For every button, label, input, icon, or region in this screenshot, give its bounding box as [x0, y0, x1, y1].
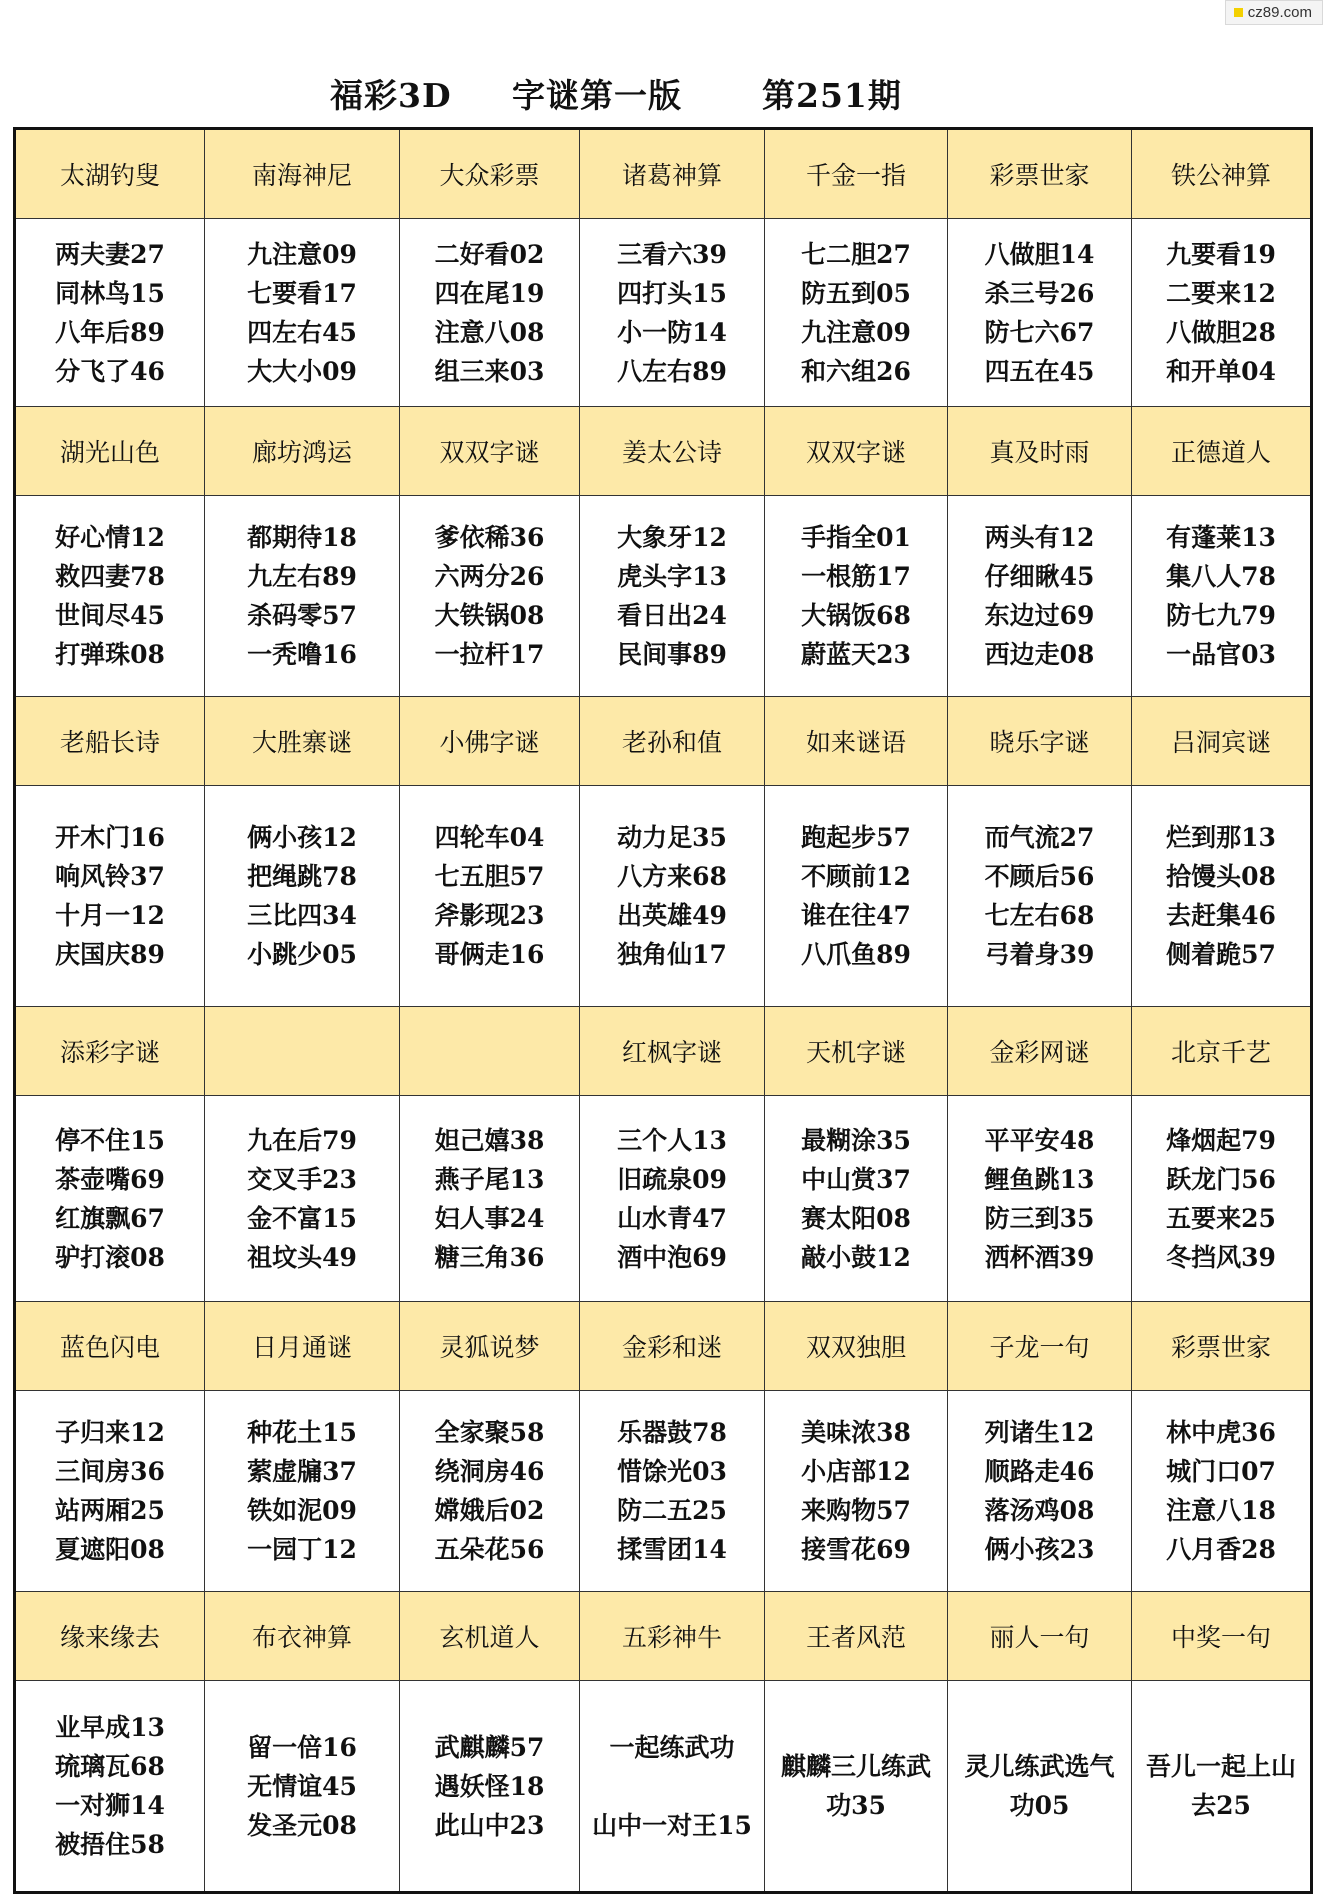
riddle-line: 九要看19 [1166, 239, 1276, 269]
riddle-line: 夏遮阳08 [55, 1535, 165, 1564]
column-header-cell: 老船长诗 [15, 697, 205, 786]
riddle-line: 三间房36 [55, 1457, 165, 1486]
riddle-line: 去赶集46 [1166, 901, 1276, 930]
header-row [15, 407, 1312, 496]
riddle-line: 防七六67 [984, 317, 1095, 347]
riddle-line: 四在尾19 [434, 278, 545, 308]
riddle-line: 山中一对王15 [592, 1810, 752, 1840]
riddle-line: 旧疏泉09 [617, 1164, 727, 1194]
column-header-cell: 双双字谜 [400, 407, 580, 496]
riddle-line: 不顾后56 [984, 862, 1095, 891]
riddle-cell [400, 1681, 580, 1893]
header-row [15, 129, 1312, 219]
header-row [15, 697, 1312, 786]
riddle-line: 八左右89 [617, 356, 727, 386]
column-header-cell: 缘来缘去 [15, 1592, 205, 1681]
riddle-line: 救四妻78 [55, 562, 165, 591]
riddle-line: 去25 [1191, 1791, 1251, 1820]
riddle-line: 七二胆27 [801, 239, 911, 269]
riddle-line: 来购物57 [801, 1496, 911, 1525]
riddle-line: 此山中23 [434, 1810, 545, 1840]
riddle-cell [948, 1681, 1132, 1893]
riddle-line: 注意八18 [1166, 1496, 1276, 1525]
riddle-line: 和六组26 [801, 356, 911, 386]
riddle-line: 动力足35 [617, 823, 727, 852]
riddle-line: 七要看17 [247, 278, 357, 308]
riddle-line: 一对狮14 [55, 1791, 165, 1820]
riddle-line: 灵儿练武选气 [964, 1752, 1115, 1781]
riddle-line: 赛太阳08 [801, 1203, 911, 1233]
riddle-line: 小跳少05 [247, 940, 357, 969]
riddle-line: 把绳跳78 [247, 862, 357, 891]
riddle-line: 燕子尾13 [434, 1164, 545, 1194]
riddle-line: 防五到05 [801, 278, 911, 308]
riddle-line: 八年后89 [55, 317, 165, 347]
riddle-cell [205, 786, 400, 1007]
riddle-line: 五要来25 [1166, 1203, 1276, 1233]
riddle-cell [205, 1391, 400, 1592]
riddle-line: 斧影现23 [434, 901, 545, 930]
title-lottery-name: 福彩3D [330, 76, 452, 115]
riddle-line: 林中虎36 [1166, 1418, 1276, 1447]
column-header-cell: 千金一指 [765, 129, 948, 219]
column-header-cell: 金彩网谜 [948, 1007, 1132, 1096]
riddle-line: 妇人事24 [434, 1203, 545, 1233]
riddle-line: 不顾前12 [801, 862, 911, 891]
riddle-line: 顺路走46 [984, 1457, 1095, 1486]
riddle-line: 最糊涂35 [801, 1125, 911, 1155]
riddle-line: 防二五25 [617, 1496, 727, 1525]
column-header-cell: 南海神尼 [205, 129, 400, 219]
riddle-line: 杀三号26 [984, 278, 1095, 308]
riddle-line: 蔚蓝天23 [801, 640, 911, 669]
column-header-cell: 彩票世家 [1132, 1302, 1312, 1391]
riddle-cell [1132, 1681, 1312, 1893]
riddle-line: 发圣元08 [247, 1810, 357, 1840]
riddle-line: 注意八08 [434, 317, 545, 347]
riddle-line: 麒麟三儿练武 [780, 1752, 931, 1781]
riddle-line [580, 1767, 764, 1806]
riddle-line: 糖三角36 [434, 1242, 545, 1272]
site-watermark [1225, 0, 1323, 25]
riddle-line: 俩小孩23 [984, 1535, 1095, 1564]
header-row [15, 1007, 1312, 1096]
riddle-line: 子归来12 [55, 1418, 165, 1447]
riddle-line: 弓着身39 [984, 940, 1095, 969]
riddle-cell [948, 219, 1132, 407]
riddle-line: 防七九79 [1166, 601, 1276, 630]
column-header-cell: 湖光山色 [15, 407, 205, 496]
riddle-cell [15, 1096, 205, 1302]
column-header-cell [400, 1007, 580, 1096]
riddle-line: 中山赏37 [801, 1164, 911, 1194]
riddle-line: 同林鸟15 [55, 278, 165, 308]
riddle-line: 美味浓38 [801, 1418, 911, 1447]
riddle-line: 八月香28 [1166, 1535, 1276, 1564]
riddle-line: 好心情12 [55, 523, 165, 552]
riddle-row [15, 1391, 1312, 1592]
riddle-line: 吾儿一起上山 [1145, 1752, 1296, 1781]
riddle-line: 一拉杆17 [434, 640, 545, 669]
riddle-cell [580, 786, 765, 1007]
riddle-line: 祖坟头49 [247, 1242, 357, 1272]
riddle-line: 四打头15 [617, 278, 727, 308]
riddle-line: 爹依稀36 [434, 523, 545, 552]
riddle-line: 驴打滚08 [55, 1242, 165, 1272]
riddle-cell [1132, 219, 1312, 407]
riddle-line: 红旗飘67 [55, 1203, 165, 1233]
riddle-line: 琉璃瓦68 [55, 1752, 165, 1781]
riddle-line: 城门口07 [1166, 1457, 1276, 1486]
riddle-line: 八爪鱼89 [801, 940, 911, 969]
riddle-line: 谁在往47 [801, 901, 911, 930]
riddle-cell [948, 496, 1132, 697]
title-edition: 字谜第一版 [512, 76, 682, 115]
riddle-line: 八方来68 [617, 862, 727, 891]
riddle-line: 二好看02 [434, 239, 545, 269]
riddle-cell [1132, 496, 1312, 697]
riddle-line: 集八人78 [1166, 562, 1276, 591]
column-header-cell [205, 1007, 400, 1096]
header-row [15, 1592, 1312, 1681]
riddle-line: 而气流27 [984, 823, 1095, 852]
column-header-cell: 双双字谜 [765, 407, 948, 496]
riddle-line: 嫦娥后02 [434, 1496, 545, 1525]
title-issue-number: 第251期 [762, 76, 902, 115]
column-header-cell: 如来谜语 [765, 697, 948, 786]
riddle-line: 分飞了46 [55, 356, 165, 386]
column-header-cell: 天机字谜 [765, 1007, 948, 1096]
riddle-line: 四五在45 [984, 356, 1095, 386]
riddle-row [15, 496, 1312, 697]
riddle-line: 四左右45 [247, 317, 357, 347]
riddle-line: 妲己嬉38 [434, 1125, 545, 1155]
riddle-line: 看日出24 [617, 601, 727, 630]
column-header-cell: 真及时雨 [948, 407, 1132, 496]
riddle-line: 都期待18 [247, 523, 357, 552]
riddle-cell [15, 219, 205, 407]
riddle-line: 敲小鼓12 [801, 1242, 911, 1272]
riddle-line: 功35 [826, 1791, 886, 1820]
riddle-line: 功05 [1009, 1791, 1070, 1820]
riddle-line: 一秃噜16 [247, 640, 357, 669]
riddle-line: 小一防14 [617, 317, 727, 347]
column-header-cell: 廊坊鸿运 [205, 407, 400, 496]
riddle-line: 小店部12 [801, 1457, 911, 1486]
riddle-line: 酒中泡69 [617, 1242, 727, 1272]
riddle-line: 五朵花56 [434, 1535, 545, 1564]
riddle-cell [765, 1096, 948, 1302]
riddle-line: 九注意09 [801, 317, 911, 347]
riddle-line: 十月一12 [55, 901, 165, 930]
riddle-line: 出英雄49 [617, 901, 727, 930]
riddle-line: 接雪花69 [801, 1535, 911, 1564]
riddle-line: 跑起步57 [801, 823, 911, 852]
riddle-line: 三比四34 [247, 901, 357, 930]
riddle-line: 绕洞房46 [434, 1457, 545, 1486]
riddle-line: 惜馀光03 [617, 1457, 727, 1486]
riddle-line: 鲤鱼跳13 [984, 1164, 1095, 1194]
riddle-cell [765, 1391, 948, 1592]
riddle-line: 山水青47 [617, 1203, 727, 1233]
riddle-cell [400, 1391, 580, 1592]
column-header-cell: 太湖钓叟 [15, 129, 205, 219]
riddle-cell [400, 786, 580, 1007]
riddle-line: 东边过69 [984, 601, 1095, 630]
riddle-cell [1132, 1096, 1312, 1302]
riddle-line: 业早成13 [55, 1713, 165, 1742]
riddle-line: 俩小孩12 [247, 823, 357, 852]
riddle-cell [765, 1681, 948, 1893]
riddle-cell [580, 496, 765, 697]
riddle-line: 杀码零57 [247, 601, 357, 630]
riddle-cell [580, 219, 765, 407]
riddle-cell [765, 219, 948, 407]
riddle-line: 虎头字13 [617, 562, 727, 591]
riddle-cell [948, 786, 1132, 1007]
riddle-cell [948, 1391, 1132, 1592]
column-header-cell: 正德道人 [1132, 407, 1312, 496]
riddle-line: 七五胆57 [434, 862, 545, 891]
riddle-line: 武麒麟57 [434, 1732, 545, 1762]
watermark-text: cz89.com [1247, 4, 1312, 21]
riddle-line: 响风铃37 [55, 862, 165, 891]
riddle-line: 洒杯酒39 [984, 1242, 1095, 1272]
riddle-cell [15, 1391, 205, 1592]
riddle-line: 烂到那13 [1166, 823, 1276, 852]
riddle-line: 大锅饭68 [801, 601, 911, 630]
riddle-line: 四轮车04 [434, 823, 545, 852]
riddle-cell [15, 1681, 205, 1893]
riddle-line: 西边走08 [984, 640, 1095, 669]
riddle-line: 九左右89 [247, 562, 357, 591]
riddle-cell [15, 786, 205, 1007]
riddle-cell [948, 1096, 1132, 1302]
riddle-cell [205, 219, 400, 407]
column-header-cell: 布衣神算 [205, 1592, 400, 1681]
column-header-cell: 日月通谜 [205, 1302, 400, 1391]
column-header-cell: 老孙和值 [580, 697, 765, 786]
riddle-line: 乐器鼓78 [617, 1418, 727, 1447]
riddle-line: 哥俩走16 [434, 940, 545, 969]
riddle-cell [1132, 1391, 1312, 1592]
riddle-line: 九在后79 [247, 1125, 357, 1155]
column-header-cell: 蓝色闪电 [15, 1302, 205, 1391]
riddle-line: 两头有12 [984, 523, 1095, 552]
column-header-cell: 中奖一句 [1132, 1592, 1312, 1681]
riddle-cell [1132, 786, 1312, 1007]
riddle-cell [400, 496, 580, 697]
riddle-row [15, 786, 1312, 1007]
riddle-line: 两夫妻27 [55, 239, 165, 269]
riddle-line: 站两厢25 [55, 1496, 165, 1525]
riddle-cell [580, 1391, 765, 1592]
column-header-cell: 金彩和迷 [580, 1302, 765, 1391]
riddle-line: 三看六39 [617, 239, 727, 269]
riddle-line: 跃龙门56 [1166, 1164, 1276, 1194]
riddle-line: 种花土15 [247, 1418, 357, 1447]
column-header-cell: 诸葛神算 [580, 129, 765, 219]
column-header-cell: 大众彩票 [400, 129, 580, 219]
riddle-line: 茶壶嘴69 [55, 1164, 165, 1194]
column-header-cell: 晓乐字谜 [948, 697, 1132, 786]
riddle-line: 金不富15 [247, 1203, 357, 1233]
column-header-cell: 丽人一句 [948, 1592, 1132, 1681]
riddle-line: 冬挡风39 [1166, 1242, 1276, 1272]
column-header-cell: 彩票世家 [948, 129, 1132, 219]
riddle-line: 八做胆14 [984, 239, 1095, 269]
column-header-cell: 北京千艺 [1132, 1007, 1312, 1096]
header-row [15, 1302, 1312, 1391]
riddle-row [15, 1681, 1312, 1893]
riddle-cell [580, 1681, 765, 1893]
riddle-line: 手指全01 [801, 523, 911, 552]
riddle-line: 和开单04 [1166, 356, 1276, 386]
column-header-cell: 吕洞宾谜 [1132, 697, 1312, 786]
riddle-cell [400, 1096, 580, 1302]
riddle-line: 大大小09 [247, 356, 357, 386]
column-header-cell: 五彩神牛 [580, 1592, 765, 1681]
riddle-line: 无情谊45 [247, 1771, 357, 1801]
riddle-line: 七左右68 [984, 901, 1095, 930]
riddle-row [15, 219, 1312, 407]
column-header-cell: 大胜寨谜 [205, 697, 400, 786]
column-header-cell: 灵狐说梦 [400, 1302, 580, 1391]
riddle-line: 一根筋17 [801, 562, 911, 591]
watermark-square-icon [1234, 8, 1243, 17]
riddle-line: 开木门16 [55, 823, 165, 852]
riddle-line: 拾馒头08 [1166, 862, 1276, 891]
column-header-cell: 添彩字谜 [15, 1007, 205, 1096]
riddle-line: 一起练武功 [609, 1732, 735, 1762]
riddle-line: 停不住15 [55, 1125, 165, 1155]
riddle-cell [205, 1681, 400, 1893]
riddle-line: 大铁锅08 [434, 601, 545, 630]
riddle-line: 打弹珠08 [55, 640, 165, 669]
riddle-line: 独角仙17 [617, 940, 727, 969]
column-header-cell: 姜太公诗 [580, 407, 765, 496]
riddle-line: 八做胆28 [1166, 317, 1276, 347]
riddle-line: 列诸生12 [984, 1418, 1095, 1447]
column-header-cell: 铁公神算 [1132, 129, 1312, 219]
riddle-line: 有蓬莱13 [1166, 523, 1276, 552]
riddle-line: 全家聚58 [434, 1418, 545, 1447]
column-header-cell: 小佛字谜 [400, 697, 580, 786]
riddle-line: 揉雪团14 [617, 1535, 727, 1564]
riddle-line: 落汤鸡08 [984, 1496, 1095, 1525]
riddle-line: 组三来03 [434, 356, 545, 386]
riddle-cell [580, 1096, 765, 1302]
riddle-line: 铁如泥09 [247, 1496, 357, 1525]
riddle-table [13, 127, 1313, 1894]
riddle-line: 侧着跪57 [1166, 940, 1276, 969]
riddle-line: 交叉手23 [247, 1164, 357, 1194]
riddle-row [15, 1096, 1312, 1302]
riddle-line: 一品官03 [1166, 640, 1276, 669]
riddle-line: 留一倍16 [247, 1732, 357, 1762]
riddle-cell [765, 786, 948, 1007]
riddle-line: 三个人13 [617, 1125, 727, 1155]
riddle-cell [15, 496, 205, 697]
riddle-line: 大象牙12 [617, 523, 727, 552]
riddle-line: 防三到35 [984, 1203, 1095, 1233]
riddle-line: 平平安48 [984, 1125, 1095, 1155]
riddle-line: 二要来12 [1166, 278, 1276, 308]
riddle-line: 世间尽45 [55, 601, 165, 630]
column-header-cell: 玄机道人 [400, 1592, 580, 1681]
riddle-line: 被捂住58 [55, 1830, 165, 1859]
riddle-cell [765, 496, 948, 697]
riddle-line: 仔细瞅45 [984, 562, 1095, 591]
riddle-line: 萦虚牖37 [247, 1457, 357, 1486]
riddle-line: 一园丁12 [247, 1535, 357, 1564]
riddle-line: 庆国庆89 [55, 940, 165, 969]
column-header-cell: 红枫字谜 [580, 1007, 765, 1096]
riddle-line: 遇妖怪18 [434, 1771, 545, 1801]
riddle-line: 九注意09 [247, 239, 357, 269]
riddle-cell [205, 1096, 400, 1302]
riddle-line: 六两分26 [434, 562, 545, 591]
column-header-cell: 双双独胆 [765, 1302, 948, 1391]
riddle-line: 民间事89 [617, 640, 727, 669]
riddle-cell [400, 219, 580, 407]
riddle-cell [205, 496, 400, 697]
riddle-line: 烽烟起79 [1166, 1125, 1276, 1155]
column-header-cell: 王者风范 [765, 1592, 948, 1681]
column-header-cell: 子龙一句 [948, 1302, 1132, 1391]
